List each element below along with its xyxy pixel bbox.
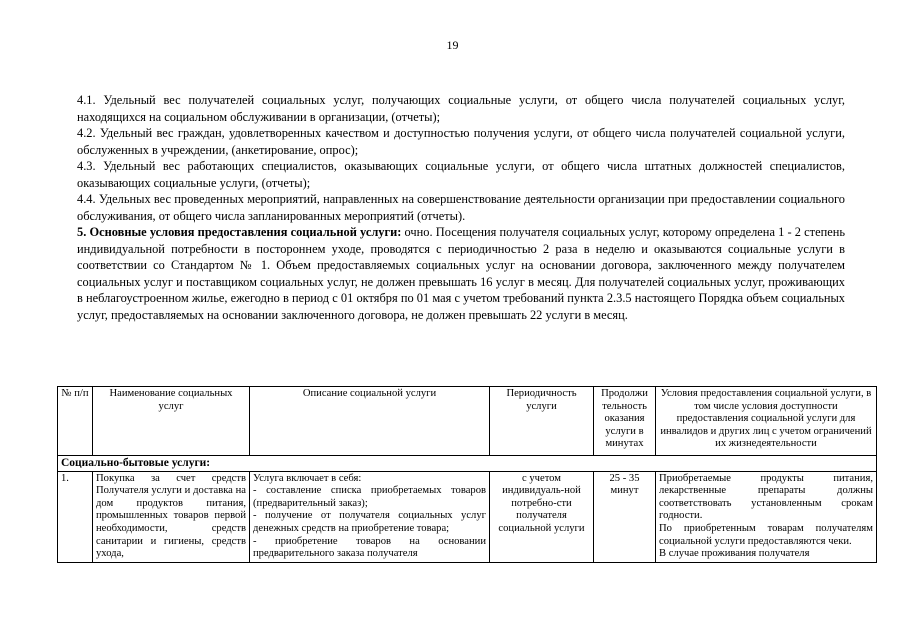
paragraph-4-3: 4.3. Удельный вес работающих специалистов, оказывающих социальные услуги, от общего числа штатных должностей специалистов, оказывающих социальные услуги, (отчеты);	[77, 159, 845, 190]
row-num: 1.	[58, 471, 93, 562]
row-conditions	[656, 471, 877, 562]
row-periodicity: с учетом индивидуаль-ной потребно-сти получателя социальной услуги	[490, 471, 594, 562]
header-conditions: Условия предоставления социальной услуги, в том числе условия доступности предоставления социальной услуги для инвалидов и других лиц с учетом ограничений их жизнедеятельности	[656, 387, 877, 456]
body-text	[77, 92, 845, 323]
header-name: Наименование социальных услуг	[93, 387, 250, 456]
row-description	[250, 471, 490, 562]
header-periodicity: Периодичность услуги	[490, 387, 594, 456]
header-duration: Продолжи тельность оказания услуги в минутах	[594, 387, 656, 456]
section-5-title: 5. Основные условия предоставления социальной услуги:	[77, 225, 402, 239]
table-header-row	[58, 387, 877, 456]
row-conditions-text	[659, 473, 873, 561]
section-5-paragraph	[77, 224, 845, 323]
paragraph-4-4: 4.4. Удельных вес проведенных мероприятий, направленных на совершенствование деятельности организации при предоставлении социального обслуживания, от общего числа запланированных мероприятий (отчеты).	[77, 192, 845, 223]
page-number: 19	[446, 38, 459, 52]
conditions-paragraph-2: По приобретенным товарам получателям социальной услуги предоставляются чеки.	[659, 522, 873, 547]
table-section-row	[58, 456, 877, 472]
paragraph-4-2: 4.2. Удельный вес граждан, удовлетворенных качеством и доступностью получения услуги, от общего числа получателей социальной услуги, обслуженных в учреждении, (анкетирование, опрос);	[77, 126, 845, 157]
section-5-body: очно. Посещения получателя социальных услуг, которому определена 1 - 2 степень индивидуальной потребности в постороннем уходе, проводятся с периодичностью 2 раза в неделю и оказываются социальные услуги в соответствии со Стандартом № 1. Объем предоставляемых социальных услуг на основании договора, заключенного между получателем социальных услуг и поставщиком социальных услуг, не должен превышать 16 услуг в месяц. Для получателей социальных услуг, проживающих в неблагоустроенном жилье, ежегодно в период с 01 октября по 01 мая с учетом требований пункта 2.3.5 настоящего Порядка объем социальных услуг, предоставляемых на основании заключенного договора, не должен превышать 22 услуги в месяц.	[77, 225, 845, 322]
services-table	[57, 386, 877, 563]
paragraph-4-1: 4.1. Удельный вес получателей социальных услуг, получающих социальные услуги, от общего числа получателей социальных услуг, находящихся на социальном обслуживании в организации, (отчеты);	[77, 93, 845, 124]
conditions-paragraph-1: Приобретаемые продукты питания, лекарственные препараты должны соответствовать установленным срокам годности.	[659, 472, 873, 522]
row-duration: 25 - 35 минут	[594, 471, 656, 562]
table-row	[58, 471, 877, 562]
row-name	[93, 471, 250, 562]
row-name-text: Покупка за счет средств Получателя услуги и доставка на дом продуктов питания, промышленных товаров первой необходимости, средств санитарии и гигиены, средств ухода,	[96, 472, 246, 560]
header-description: Описание социальной услуги	[250, 387, 490, 456]
header-num: № п/п	[58, 387, 93, 456]
section-label: Социально-бытовые услуги:	[58, 456, 877, 472]
row-description-text: Услуга включает в себя: - составление списка приобретаемых товаров (предварительный заказ); - получение от получателя социальных услуг денежных средств на приобретение товара; - приобретение товаров на основании предварительного заказа получателя	[253, 472, 486, 560]
conditions-paragraph-3: В случае проживания получателя	[659, 548, 810, 560]
